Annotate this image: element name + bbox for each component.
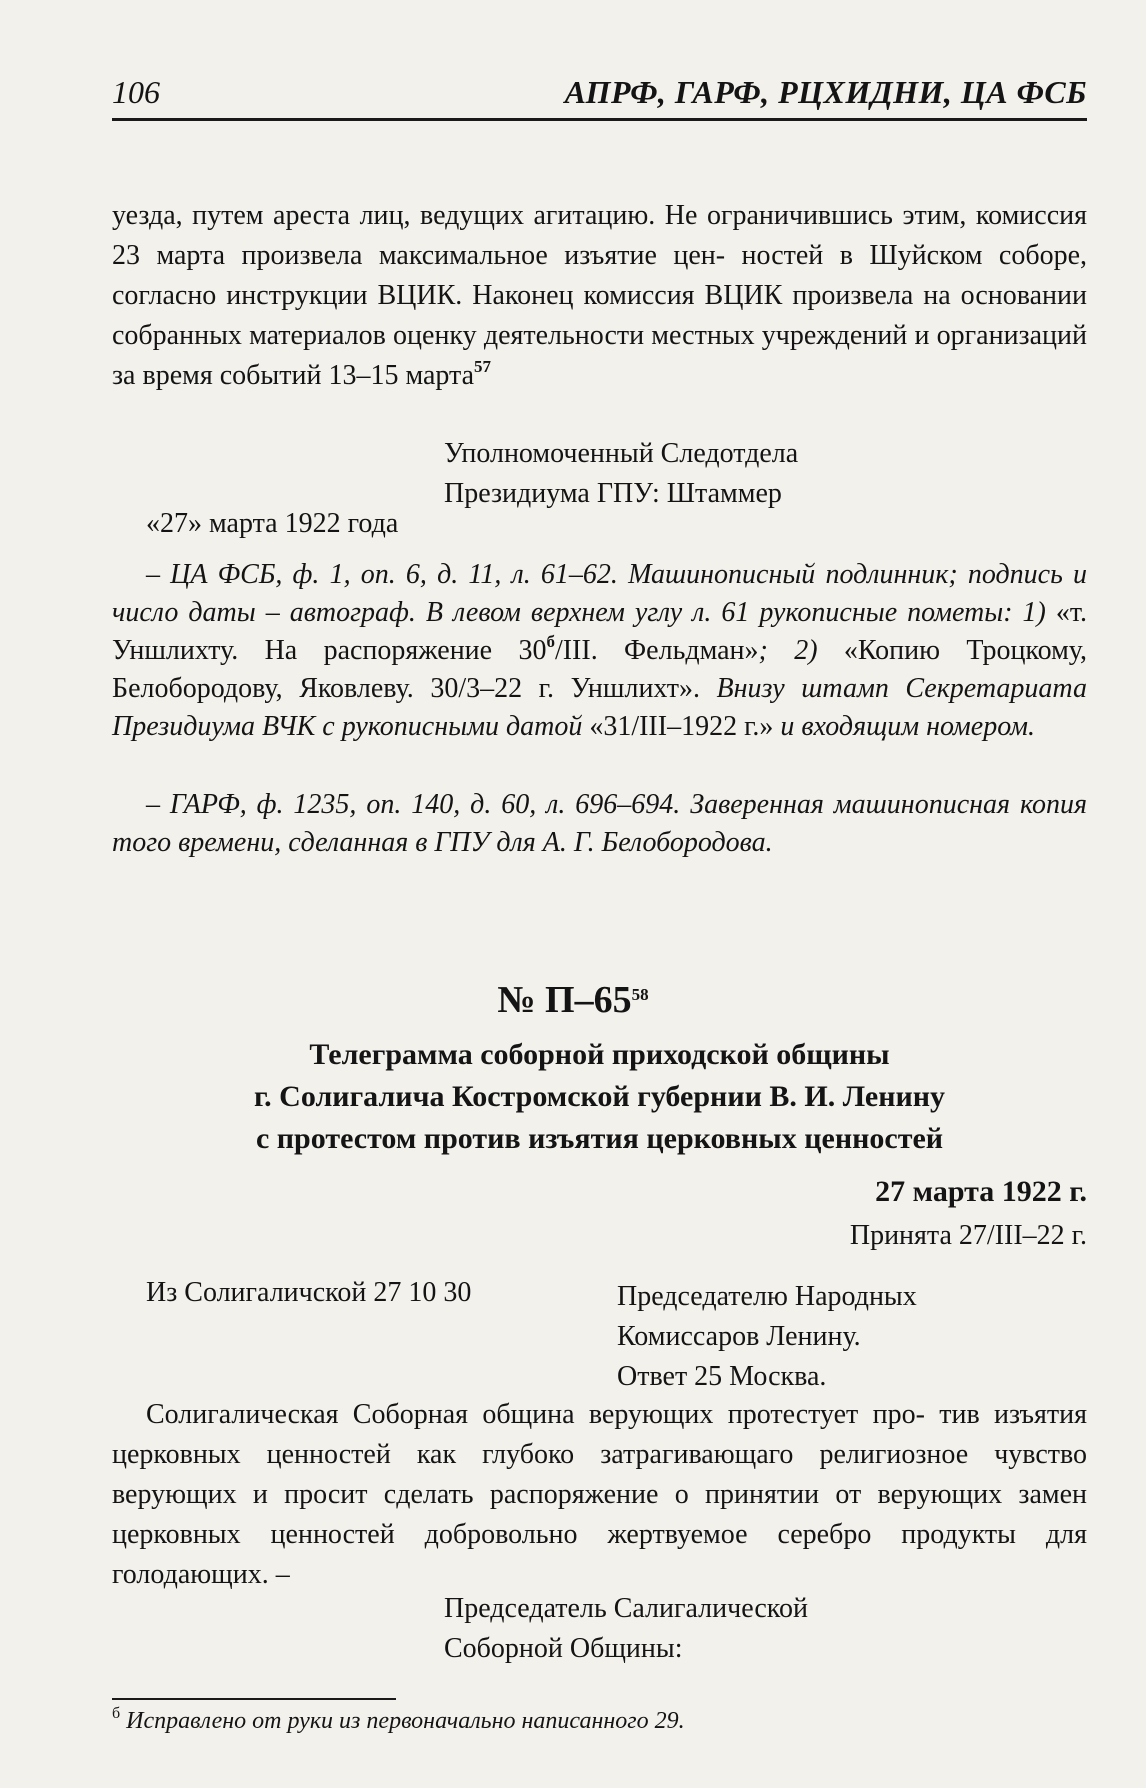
footnote-ref-58: 58	[631, 985, 649, 1004]
telegram-address	[617, 1277, 917, 1397]
telegram-text-line: принятии от верующих замен церковных ценностей добровольно	[112, 1479, 1088, 1550]
address-line: Председателю Народных	[617, 1281, 917, 1312]
signature-line: Уполномоченный Следотдела	[444, 438, 799, 469]
date-line: «27» марта 1922 года	[146, 508, 399, 539]
address-line: Ответ 25 Москва.	[617, 1361, 827, 1392]
signature-line: Президиума ГПУ: Штаммер	[444, 478, 782, 509]
signature-line: Председатель Салигалической	[444, 1593, 808, 1624]
archival-note-2: – ГАРФ, ф. 1235, оп. 140, д. 60, л. 696–694. Заверенная машинописная копия того времени, сделанная в ГПУ для А. Г. Белобородова.	[112, 789, 1087, 858]
footnote-ref-57: 57	[474, 357, 492, 376]
paragraph-1-line: оценку деятельности местных учреждений и организаций за	[112, 320, 1087, 391]
footnote	[112, 1705, 685, 1735]
page-number: 106	[112, 74, 160, 110]
received-date: Принята 27/III–22 г.	[849, 1220, 1087, 1251]
running-title: АПРФ, ГАРФ, РЦХИДНИ, ЦА ФСБ	[564, 74, 1087, 110]
footnote-mark: б	[112, 1705, 121, 1722]
title-line: г. Солигалича Костромской губернии В. И. Ленину	[253, 1080, 946, 1113]
archival-note-1: – ЦА ФСБ, ф. 1, оп. 6, д. 11, л. 61–62. Машинописный подлинник; подпись и число даты – автограф. В левом верхнем углу л. 61 рукописные пометы: 1) «т. Уншлихту. На распоряжение $30^б$/III. Фельдман»; 2) «Копию Троцкому, Белобородову, Яковлеву. 30/3–22 г. Уншлихт». Внизу штамп Секретариата Президиума ВЧК с рукописными датой «31/III–1922 г.» и входящим номером.	[112, 559, 1087, 742]
signature-line: Соборной Общины:	[444, 1633, 683, 1664]
telegram-text	[112, 1395, 1087, 1595]
paragraph-1-line: время событий 13–15 марта	[142, 360, 475, 391]
page-header	[112, 74, 1087, 118]
address-line: Комиссаров Ленину.	[617, 1321, 861, 1352]
header-rule	[112, 118, 1087, 121]
telegram-text-line: Солигалическая Соборная община верующих протестует про-	[146, 1399, 925, 1430]
paragraph-1-line: уезда, путем ареста лиц, ведущих агитацию. Не ограничившись	[112, 200, 893, 231]
telegram-text-line: религиозное чувство верующих и просит сделать распоряжение о	[112, 1439, 1088, 1510]
telegram-from: Из Солигаличской 27 10 30	[146, 1277, 472, 1308]
signature-block-1	[444, 434, 798, 514]
document-number: № $П-65^{58}$	[497, 979, 649, 1021]
footnote-text: Исправлено от руки из первоначально написанного 29.	[126, 1708, 685, 1734]
superscript-b: б	[546, 632, 555, 651]
paragraph-1-line: этим, комиссия 23 марта произвела максимальное изъятие цен-	[112, 200, 1087, 271]
title-line: с протестом против изъятия церковных ценностей	[255, 1122, 944, 1155]
footnote-rule	[112, 1698, 396, 1700]
telegram-text-line: жертвуемое серебро продукты для голодающих. –	[112, 1519, 1087, 1590]
telegram-text-line: тив изъятия церковных ценностей как глубоко затрагивающаго	[112, 1399, 1088, 1470]
paragraph-1	[112, 196, 1087, 396]
title-line: Телеграмма соборной приходской общины	[309, 1038, 890, 1071]
paragraph-1-line: комиссия ВЦИК произвела на основании собранных материалов	[112, 280, 1088, 351]
document-title	[112, 1034, 1087, 1160]
document-date: 27 марта 1922 г.	[875, 1175, 1087, 1208]
paragraph-1-line: ностей в Шуйском соборе, согласно инструкции ВЦИК. Наконец	[112, 240, 1088, 311]
telegram-signature	[444, 1589, 808, 1669]
